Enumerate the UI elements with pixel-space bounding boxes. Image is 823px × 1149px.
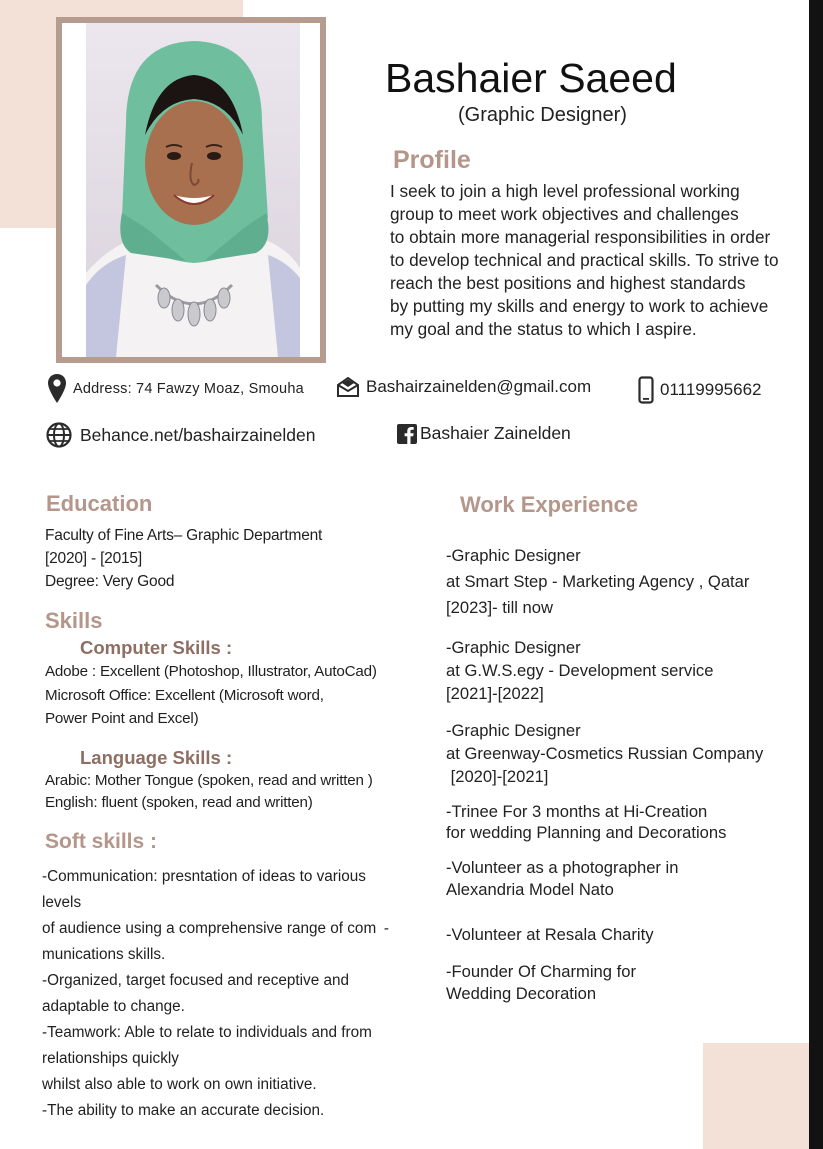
email-text[interactable]: Bashairzainelden@gmail.com — [366, 377, 592, 396]
profile-photo — [86, 23, 300, 357]
education-heading: Education — [46, 491, 153, 516]
work-line: [2021]-[2022] — [446, 684, 544, 703]
phone-text[interactable]: 01119995662 — [660, 380, 762, 399]
education-line: Degree: Very Good — [45, 573, 175, 590]
profile-summary — [390, 180, 802, 341]
language-skills-list — [45, 770, 373, 814]
soft-skills-list — [42, 864, 387, 1124]
computer-skill-line: Power Point and Excel) — [45, 710, 199, 727]
soft-skill-line: adaptable to change. — [42, 998, 185, 1015]
work-item — [446, 801, 726, 843]
facebook-icon — [397, 424, 417, 444]
phone-icon — [638, 376, 654, 404]
work-line: at Smart Step - Marketing Agency , Qatar — [446, 572, 750, 591]
soft-skill-line: -Organized, target focused and receptive and — [42, 972, 349, 989]
contact-address — [47, 373, 304, 405]
facebook-text[interactable]: Bashaier Zainelden — [420, 423, 571, 443]
computer-skills-list — [45, 660, 377, 731]
website-text[interactable]: Behance.net/bashairzainelden — [80, 424, 316, 445]
profile-line: I seek to join a high level professional working — [390, 181, 740, 201]
work-item — [446, 719, 763, 788]
contact-website[interactable] — [44, 422, 315, 448]
decor-panel-bottom-right — [703, 1043, 809, 1149]
language-skill-line: Arabic: Mother Tongue (spoken, read and written ) — [45, 772, 373, 789]
soft-skill-line: whilst also able to work on own initiative. — [42, 1076, 317, 1093]
contact-email[interactable] — [336, 377, 591, 397]
work-line: [2020]-[2021] — [446, 767, 549, 786]
profile-photo-frame — [56, 17, 326, 363]
profile-line: group to meet work objectives and challenges — [390, 204, 739, 224]
profile-line: to obtain more managerial responsibilities in order — [390, 227, 771, 247]
soft-skill-line-text: of audience using a comprehensive range of com — [42, 920, 377, 937]
profile-line: my goal and the status to which I aspire. — [390, 319, 697, 339]
work-line: [2023]- till now — [446, 598, 553, 617]
education-line: [2020] - [2015] — [45, 550, 142, 567]
page-edge — [809, 0, 823, 1149]
computer-skill-line: Microsoft Office: Excellent (Microsoft word, — [45, 686, 324, 704]
soft-skill-line: -The ability to make an accurate decision. — [42, 1102, 325, 1119]
soft-skills-heading: Soft skills : — [45, 830, 158, 853]
profile-heading: Profile — [393, 146, 471, 174]
soft-skill-line — [42, 916, 387, 942]
work-line: -Graphic Designer — [446, 546, 581, 565]
work-line: for wedding Planning and Decorations — [446, 823, 727, 842]
soft-skill-line: -Teamwork: Able to relate to individuals and from — [42, 1024, 372, 1041]
globe-icon — [44, 422, 74, 448]
soft-skill-line: relationships quickly — [42, 1050, 179, 1067]
contact-phone[interactable] — [638, 376, 761, 404]
work-item — [446, 857, 678, 901]
candidate-name: Bashaier Saeed — [385, 55, 677, 101]
work-line: -Volunteer at Resala Charity — [446, 925, 654, 944]
profile-line: to develop technical and practical skills. To strive to — [390, 250, 779, 270]
work-line: -Graphic Designer — [446, 638, 581, 657]
work-experience-heading: Work Experience — [460, 492, 639, 517]
soft-skill-line: levels — [42, 894, 82, 911]
work-line: -Trinee For 3 months at Hi-Creation — [446, 802, 708, 821]
address-text: Address: 74 Fawzy Moaz, Smouha — [73, 381, 304, 397]
contact-facebook[interactable] — [397, 423, 571, 444]
computer-skill-line: Adobe : Excellent (Photoshop, Illustrator, AutoCad) — [45, 663, 377, 680]
work-line: Wedding Decoration — [446, 984, 597, 1003]
work-item — [446, 961, 636, 1005]
education-line: Faculty of Fine Arts– Graphic Department — [45, 527, 323, 544]
language-skills-heading: Language Skills : — [80, 747, 233, 768]
education-details — [45, 524, 322, 593]
computer-skills-heading: Computer Skills : — [80, 637, 233, 658]
work-item — [446, 636, 713, 705]
work-item — [446, 923, 654, 946]
profile-line: by putting my skills and energy to work to achieve — [390, 296, 769, 316]
work-line: -Founder Of Charming for — [446, 962, 636, 981]
work-line: at Greenway-Cosmetics Russian Company — [446, 744, 764, 763]
work-line: at G.W.S.egy - Development service — [446, 661, 714, 680]
soft-skill-line: munications skills. — [42, 946, 166, 963]
profile-line: reach the best positions and highest standards — [390, 273, 746, 293]
work-line: -Volunteer as a photographer in — [446, 858, 679, 877]
work-item — [446, 543, 749, 621]
location-pin-icon — [47, 373, 67, 405]
hyphen-mark: - — [383, 920, 389, 937]
envelope-icon — [336, 377, 360, 397]
work-line: -Graphic Designer — [446, 721, 581, 740]
soft-skill-line: -Communication: presntation of ideas to various — [42, 868, 366, 885]
language-skill-line: English: fluent (spoken, read and written) — [45, 794, 313, 811]
work-line: Alexandria Model Nato — [446, 880, 614, 899]
candidate-role: (Graphic Designer) — [458, 104, 627, 126]
skills-heading: Skills — [45, 608, 103, 633]
